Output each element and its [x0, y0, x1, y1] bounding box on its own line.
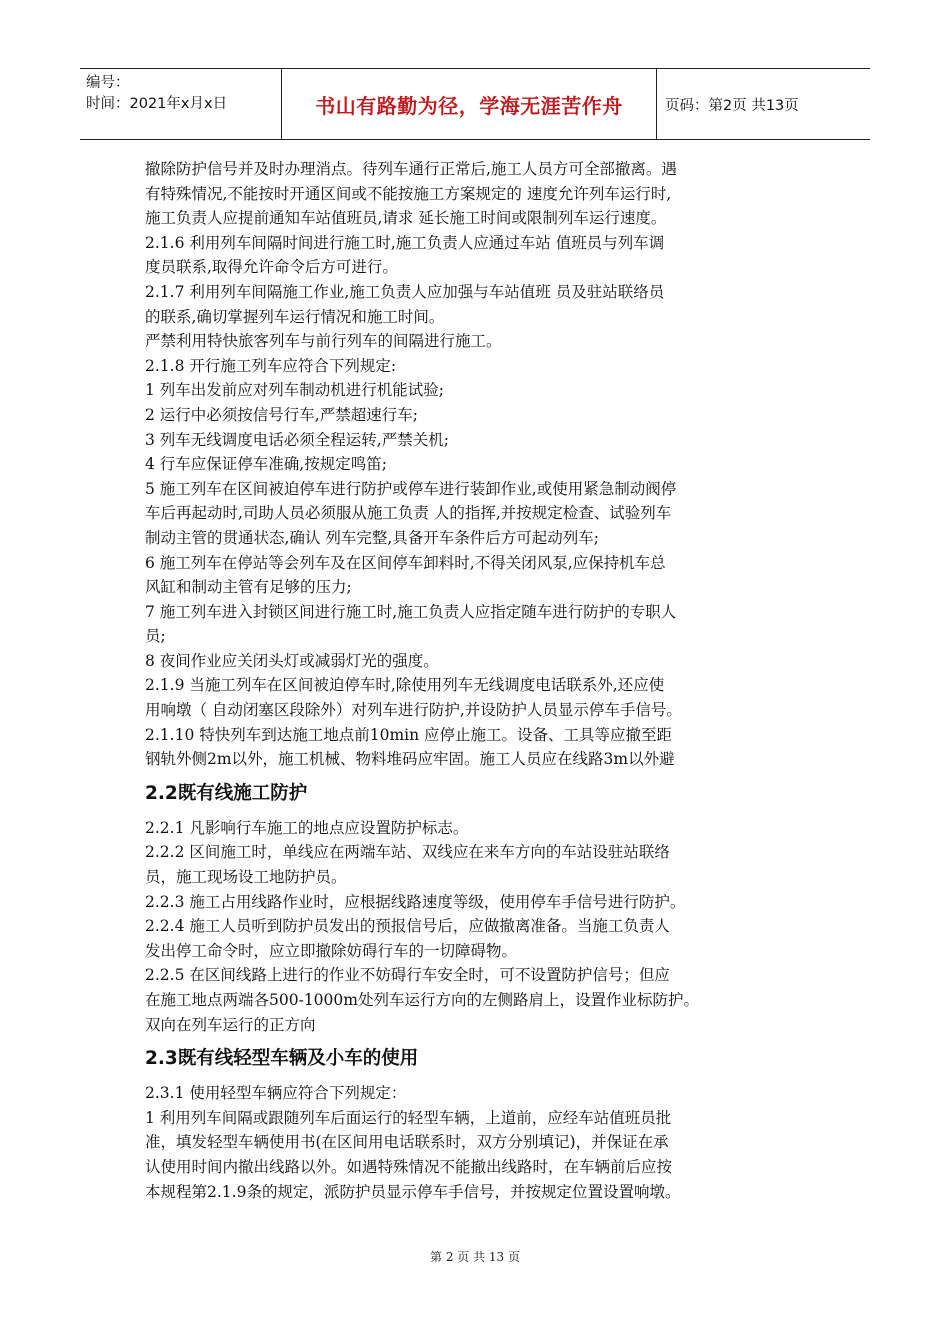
- text-line: 发出停工命令时，应立即撤除妨碍行车的一切障碍物。: [145, 941, 518, 960]
- heading-2-2: 2.2既有线施工防护: [145, 782, 308, 804]
- text-line: 2.2.5 在区间线路上进行的作业不妨碍行车安全时，可不设置防护信号；但应: [145, 966, 670, 985]
- text-line: 2.2.4 施工人员听到防护员发出的预报信号后，应做撤离准备。当施工负责人: [145, 917, 670, 936]
- section-2-3: [145, 1081, 815, 1204]
- text-line: 2.1.7 利用列车间隔施工作业,施工负责人应加强与车站值班 员及驻站联络员: [145, 282, 665, 301]
- text-line: 撤除防护信号并及时办理消点。待列车通行正常后,施工人员方可全部撤离。遇: [145, 160, 677, 178]
- text-line: 6 施工列车在停站等会列车及在区间停车卸料时,不得关闭风泵,应保持机车总: [145, 553, 666, 572]
- text-line: 2.2.2 区间施工时，单线应在两端车站、双线应在来车方向的车站设驻站联络: [145, 843, 670, 862]
- text-line: 施工负责人应提前通知车站值班员,请求 延长施工时间或限制列车运行速度。: [145, 209, 667, 228]
- text-line: 员，施工现场设工地防护员。: [145, 868, 347, 887]
- text-line: 2.2.1 凡影响行车施工的地点应设置防护标志。: [145, 818, 469, 837]
- header-page-label: 页码：第2页 共13页: [665, 97, 799, 114]
- text-line: 的联系,确切掌握列车运行情况和施工时间。: [145, 307, 445, 326]
- heading-2-3: 2.3既有线轻型车辆及小车的使用: [145, 1048, 419, 1070]
- text-line: 1 列车出发前应对列车制动机进行机能试验;: [145, 381, 445, 400]
- document-body: [145, 157, 815, 1204]
- text-line: 认使用时间内撤出线路以外。如遇特殊情况不能撤出线路时，在车辆前后应按: [145, 1157, 673, 1176]
- text-line: 2.1.10 特快列车到达施工地点前10min 应停止施工。设备、工具等应撤至距: [145, 725, 673, 744]
- text-line: 7 施工列车进入封锁区间进行施工时,施工负责人应指定随车进行防护的专职人: [145, 602, 677, 621]
- text-line: 风缸和制动主管有足够的压力;: [145, 578, 352, 597]
- text-line: 2.2.3 施工占用线路作业时，应根据线路速度等级，使用停车手信号进行防护。: [145, 892, 686, 911]
- text-line: 1 利用列车间隔或跟随列车后面运行的轻型车辆，上道前，应经车站值班员批: [145, 1108, 672, 1127]
- text-line: 严禁利用特快旅客列车与前行列车的间隔进行施工。: [145, 332, 502, 351]
- text-line: 有特殊情况,不能按时开通区间或不能按施工方案规定的 速度允许列车运行时,: [145, 184, 672, 203]
- text-line: 车后再起动时,司助人员必须服从施工负责 人的指挥,并按规定检查、试验列车: [145, 504, 672, 523]
- header-meta: [80, 69, 282, 139]
- section-2-2: [145, 816, 815, 1037]
- section-2-1-continued: [145, 157, 815, 772]
- text-line: 本规程第2.1.9条的规定，派防护员显示停车手信号，并按规定位置设置响墩。: [145, 1182, 681, 1201]
- text-line: 制动主管的贯通状态,确认 列车完整,具备开车条件后方可起动列车;: [145, 528, 600, 547]
- text-line: 员;: [145, 627, 166, 646]
- text-line: 2.3.1 使用轻型车辆应符合下列规定：: [145, 1084, 407, 1103]
- header-date-label: 时间：2021年x月x日: [86, 96, 228, 112]
- text-line: 2.1.8 开行施工列车应符合下列规定:: [145, 356, 397, 375]
- text-line: 2.1.9 当施工列车在区间被迫停车时,除使用列车无线调度电话联系外,还应使: [145, 676, 665, 695]
- text-line: 钢轨外侧2m以外，施工机械、物料堆码应牢固。施工人员应在线路3m以外避: [145, 750, 675, 769]
- text-line: 准，填发轻型车辆使用书(在区间用电话联系时，双方分别填记)，并保证在承: [145, 1133, 669, 1152]
- text-line: 用响墩（ 自动闭塞区段除外）对列车进行防护,并设防护人员显示停车手信号。: [145, 701, 682, 720]
- text-line: 2.1.6 利用列车间隔时间进行施工时,施工负责人应通过车站 值班员与列车调: [145, 233, 665, 252]
- text-line: 2 运行中必须按信号行车,严禁超速行车;: [145, 405, 418, 424]
- text-line: 在施工地点两端各500-1000m处列车运行方向的左侧路肩上，设置作业标防护。: [145, 991, 699, 1009]
- page-footer: 第 2 页 共 13 页: [430, 1250, 520, 1264]
- text-line: 8 夜间作业应关闭头灯或减弱灯光的强度。: [145, 651, 439, 670]
- text-line: 4 行车应保证停车准确,按规定鸣笛;: [145, 455, 387, 474]
- text-line: 度员联系,取得允许命令后方可进行。: [145, 258, 398, 277]
- text-line: 双向在列车运行的正方向: [145, 1015, 316, 1034]
- header-number-label: 编号：: [86, 75, 130, 91]
- header-motto: 书山有路勤为径，学海无涯苦作舟: [282, 69, 657, 139]
- document-header: [80, 68, 870, 140]
- text-line: 3 列车无线调度电话必须全程运转,严禁关机;: [145, 430, 449, 449]
- text-line: 5 施工列车在区间被迫停车进行防护或停车进行装卸作业,或使用紧急制动阀停: [145, 479, 677, 498]
